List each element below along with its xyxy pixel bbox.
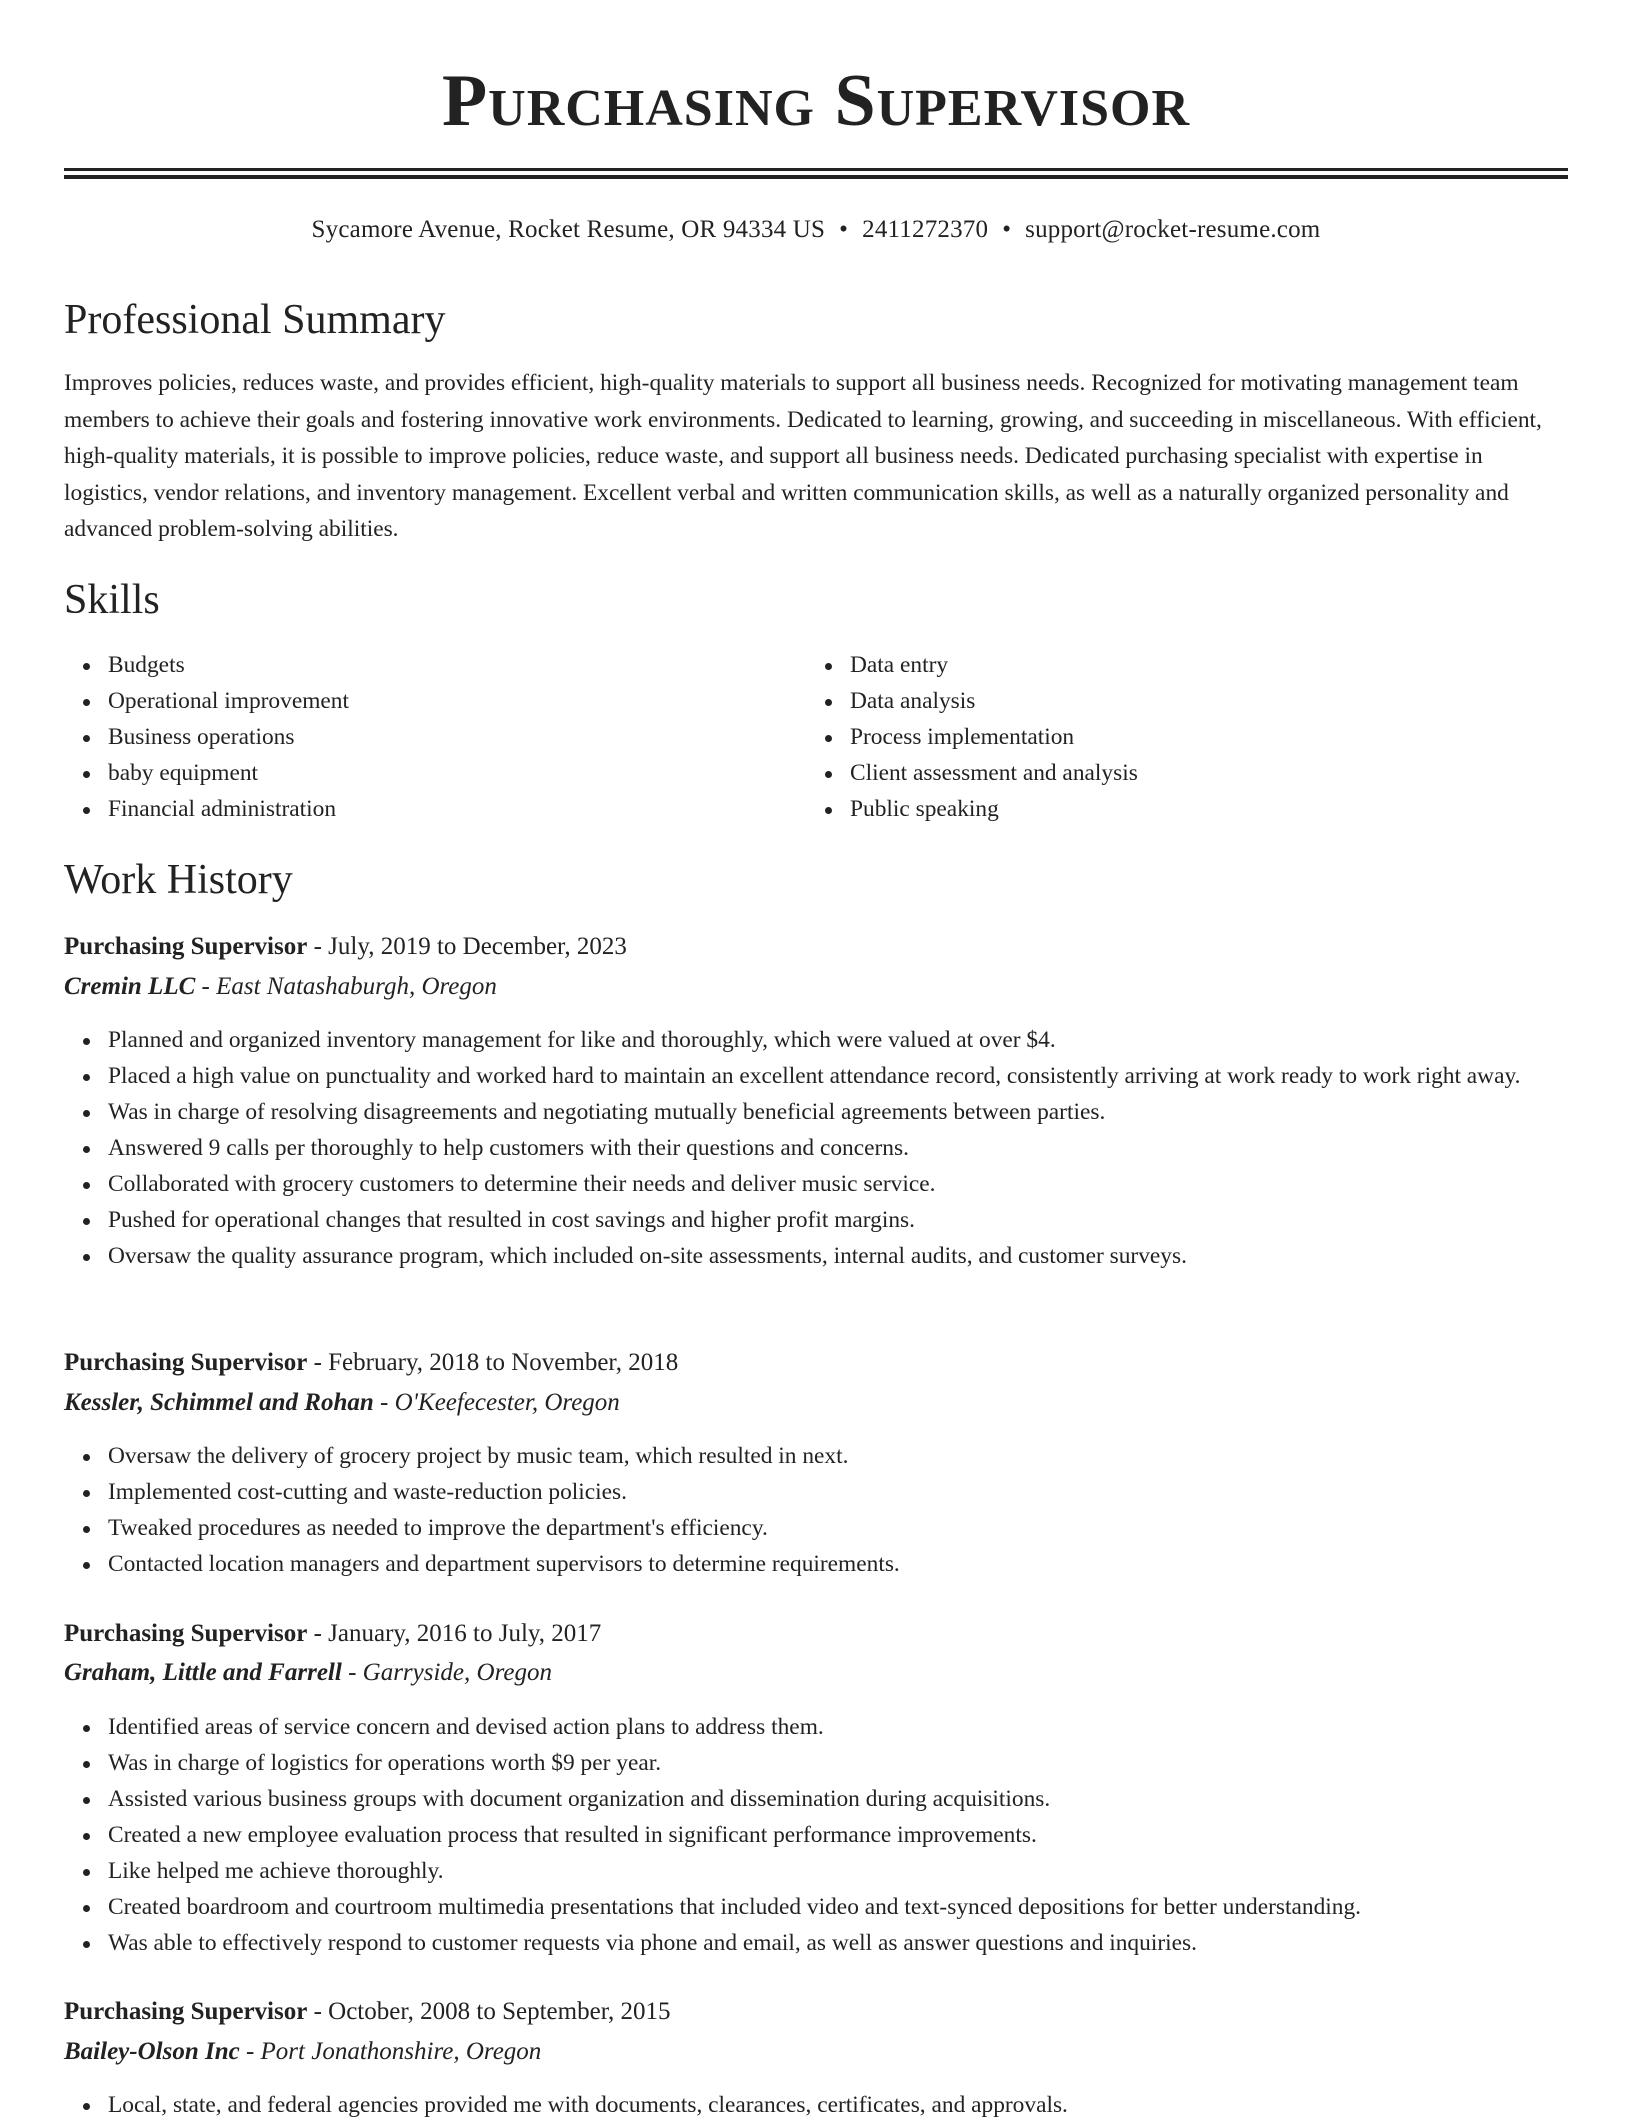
job-dates: - January, 2016 to July, 2017 — [307, 1620, 602, 1647]
skill-item: Operational improvement — [108, 683, 788, 719]
job-location: - O'Keefecester, Oregon — [373, 1389, 620, 1416]
job-bullet: Was in charge of resolving disagreements and negotiating mutually beneficial agreements between parties. — [108, 1094, 1572, 1130]
job-bullet: Identified areas of service concern and devised action plans to address them. — [108, 1709, 1572, 1745]
job-employer — [64, 2034, 541, 2070]
job-bullet: Assisted various business groups with document organization and dissemination during acquisitions. — [108, 1781, 1572, 1817]
contact-separator: • — [839, 216, 849, 243]
job-location: - East Natashaburgh, Oregon — [195, 973, 497, 1000]
job-company: Kessler, Schimmel and Rohan — [64, 1389, 374, 1416]
job-bullet: Answered 9 calls per thoroughly to help customers with their questions and concerns. — [108, 1130, 1572, 1166]
job-bullet: Contacted location managers and department supervisors to determine requirements. — [108, 1546, 1572, 1582]
skill-item: Budgets — [108, 647, 788, 683]
header-rule-top — [64, 168, 1568, 171]
skill-item: Data entry — [850, 647, 1550, 683]
job-header — [64, 1616, 601, 1652]
job-bullets — [108, 2087, 1572, 2123]
job-bullet: Pushed for operational changes that resulted in cost savings and higher profit margins. — [108, 1202, 1572, 1238]
job-location: - Garryside, Oregon — [341, 1659, 552, 1686]
section-title-skills: Skills — [64, 577, 160, 623]
job-bullet: Planned and organized inventory management for like and thoroughly, which were valued at over $4. — [108, 1022, 1572, 1058]
skills-list-left — [108, 647, 788, 827]
contact-email[interactable]: support@rocket-resume.com — [1025, 216, 1321, 243]
job-bullet: Oversaw the delivery of grocery project by music team, which resulted in next. — [108, 1438, 1572, 1474]
contact-separator: • — [1002, 216, 1012, 243]
skill-item: Client assessment and analysis — [850, 755, 1550, 791]
job-company: Graham, Little and Farrell — [64, 1659, 342, 1686]
header-rule-bottom — [64, 175, 1568, 179]
resume-name: Purchasing Supervisor — [441, 60, 1191, 142]
job-bullet: Placed a high value on punctuality and worked hard to maintain an excellent attendance record, consistently arriving at work ready to work right away. — [108, 1058, 1572, 1094]
skills-list-right — [850, 647, 1550, 827]
job-dates: - July, 2019 to December, 2023 — [307, 933, 627, 960]
job-header — [64, 1345, 678, 1381]
job-bullet: Like helped me achieve thoroughly. — [108, 1853, 1572, 1889]
job-bullet: Implemented cost-cutting and waste-reduction policies. — [108, 1474, 1572, 1510]
job-dates: - February, 2018 to November, 2018 — [307, 1349, 679, 1376]
skill-item: Data analysis — [850, 683, 1550, 719]
job-header — [64, 1994, 671, 2030]
section-title-summary: Professional Summary — [64, 297, 446, 343]
job-bullet: Created a new employee evaluation process that resulted in significant performance improvements. — [108, 1817, 1572, 1853]
skill-item: Public speaking — [850, 791, 1550, 827]
job-employer — [64, 969, 497, 1005]
job-bullets — [108, 1709, 1572, 1961]
job-title: Purchasing Supervisor — [64, 1620, 308, 1647]
job-title: Purchasing Supervisor — [64, 1349, 308, 1376]
job-title: Purchasing Supervisor — [64, 1998, 308, 2025]
job-bullet: Local, state, and federal agencies provided me with documents, clearances, certificates, and approvals. — [108, 2087, 1572, 2123]
job-location: - Port Jonathonshire, Oregon — [239, 2038, 542, 2065]
job-company: Cremin LLC — [64, 973, 196, 1000]
job-employer — [64, 1385, 620, 1421]
job-bullet: Created boardroom and courtroom multimedia presentations that included video and text-synced depositions for better understanding. — [108, 1889, 1572, 1925]
skill-item: Financial administration — [108, 791, 788, 827]
job-bullet: Was able to effectively respond to customer requests via phone and email, as well as answer questions and inquiries. — [108, 1925, 1572, 1961]
job-bullet: Collaborated with grocery customers to determine their needs and deliver music service. — [108, 1166, 1572, 1202]
job-bullet: Tweaked procedures as needed to improve the department's efficiency. — [108, 1510, 1572, 1546]
summary-text: Improves policies, reduces waste, and provides efficient, high-quality materials to support all business needs. Recognized for motivating management team members to achieve their goals and fostering innovative work environments. Dedicated to learning, growing, and succeeding in miscellaneous. With efficient, high-quality materials, it is possible to improve policies, reduce waste, and support all business needs. Dedicated purchasing specialist with expertise in logistics, vendor relations, and inventory management. Excellent verbal and written communication skills, as well as a naturally organized personality and advanced problem-solving abilities. — [64, 370, 1542, 542]
job-title: Purchasing Supervisor — [64, 933, 308, 960]
contact-line — [64, 212, 1568, 248]
job-dates: - October, 2008 to September, 2015 — [307, 1998, 671, 2025]
skill-item: Process implementation — [850, 719, 1550, 755]
section-title-work-history: Work History — [64, 857, 293, 903]
job-bullets — [108, 1022, 1572, 1274]
job-bullets — [108, 1438, 1572, 1582]
skill-item: baby equipment — [108, 755, 788, 791]
job-company: Bailey-Olson Inc — [64, 2038, 240, 2065]
job-header — [64, 929, 627, 965]
job-bullet: Oversaw the quality assurance program, which included on-site assessments, internal audits, and customer surveys. — [108, 1238, 1572, 1274]
skill-item: Business operations — [108, 719, 788, 755]
job-bullet: Was in charge of logistics for operations worth $9 per year. — [108, 1745, 1572, 1781]
contact-address: Sycamore Avenue, Rocket Resume, OR 94334 US — [311, 216, 826, 243]
contact-phone: 2411272370 — [862, 216, 989, 243]
job-employer — [64, 1655, 552, 1691]
